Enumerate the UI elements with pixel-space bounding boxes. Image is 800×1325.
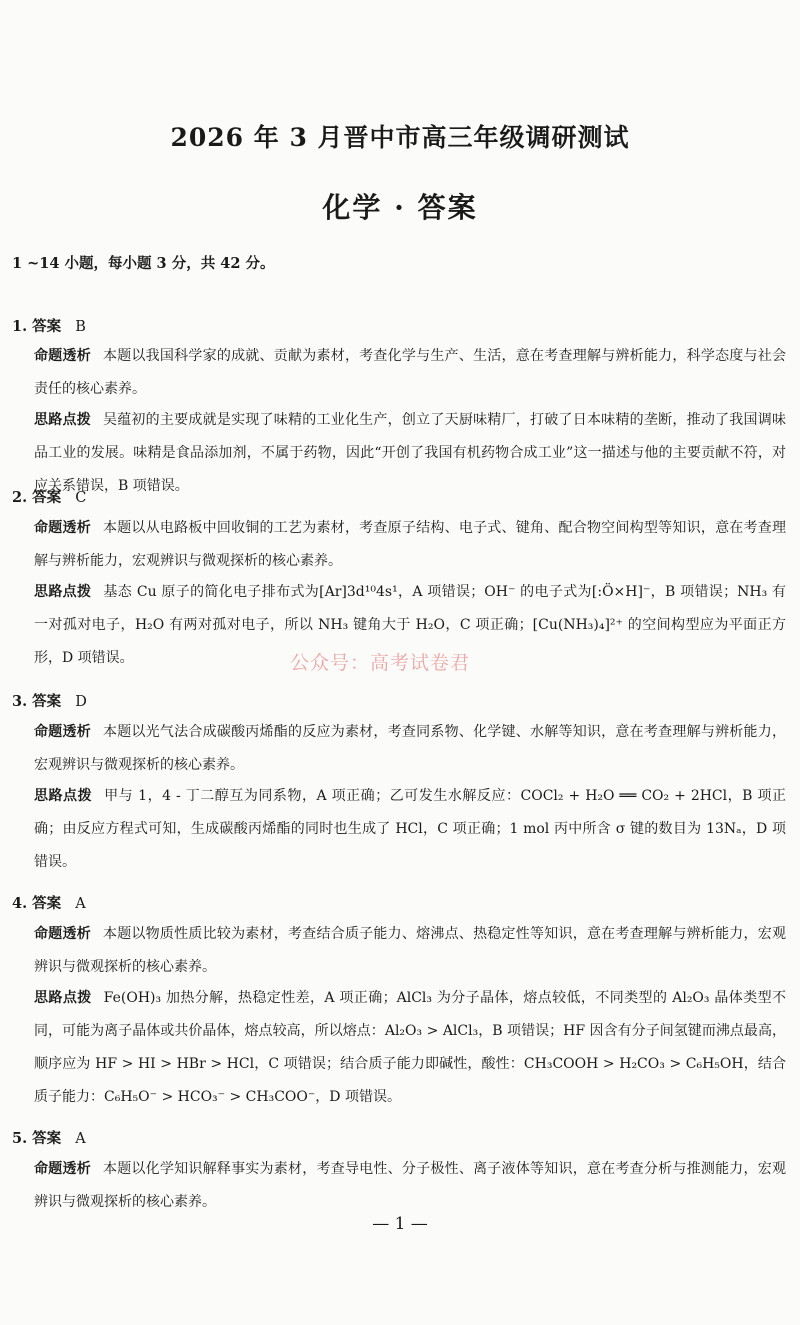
analysis-text: 本题以我国科学家的成就、贡献为素材，考查化学与生产、生活，意在考查理解与辨析能力，科学态度与社会责任的核心素养。 <box>34 348 787 397</box>
question-number: 4. 答案 <box>12 895 62 912</box>
question-5-header <box>12 1127 86 1148</box>
analysis-label: 命题透析 <box>34 926 91 942</box>
question-number: 1. 答案 <box>12 318 62 335</box>
analysis-text: 本题以光气法合成碳酸丙烯酯的反应为素材，考查同系物、化学键、水解等知识，意在考查理解与辨析能力，宏观辨识与微观探析的核心素养。 <box>34 724 787 773</box>
exam-subtitle: 化学 · 答案 <box>322 191 478 224</box>
question-answer: C <box>75 490 87 506</box>
hint-label: 思路点拨 <box>34 990 92 1006</box>
question-number: 5. 答案 <box>12 1130 62 1147</box>
question-number: 2. 答案 <box>12 489 62 506</box>
analysis-text: 本题以从电路板中回收铜的工艺为素材，考查原子结构、电子式、键角、配合物空间构型等知识，意在考查理解与辨析能力，宏观辨识与微观探析的核心素养。 <box>34 520 787 569</box>
question-4-hint <box>34 982 786 1114</box>
analysis-text: 本题以化学知识解释事实为素材，考查导电性、分子极性、离子液体等知识，意在考查分析与推测能力，宏观辨识与微观探析的核心素养。 <box>34 1161 787 1210</box>
hint-text: 甲与 1，4 - 丁二醇互为同系物，A 项正确；乙可发生水解反应：COCl₂ + H₂O ══ CO₂ + 2HCl，B 项正确；由反应方程式可知，生成碳酸丙烯酯的同时也生成了 HCl，C 项正确；1 mol 丙中所含 σ 键的数目为 13Nₐ，D 项错误。 <box>34 788 786 870</box>
question-5-analysis <box>34 1153 786 1219</box>
question-3-hint <box>34 780 786 879</box>
question-2-analysis <box>34 512 786 578</box>
question-answer: A <box>75 896 86 912</box>
hint-label: 思路点拨 <box>34 412 91 428</box>
question-3-header <box>12 690 87 711</box>
question-answer: B <box>75 319 86 335</box>
question-4-header <box>12 892 86 913</box>
analysis-text: 本题以物质性质比较为素材，考查结合质子能力、熔沸点、热稳定性等知识，意在考查理解与辨析能力，宏观辨识与微观探析的核心素养。 <box>34 926 787 975</box>
watermark: 公众号：高考试卷君 <box>290 652 471 674</box>
analysis-label: 命题透析 <box>34 724 91 740</box>
question-answer: D <box>75 694 87 710</box>
question-1-header <box>12 315 86 336</box>
hint-text: 吴蕴初的主要成就是实现了味精的工业化生产，创立了天厨味精厂，打破了日本味精的垄断，推动了我国调味品工业的发展。味精是食品添加剂，不属于药物，因此“开创了我国有机药物合成工业”这一描述与他的主要贡献不符，对应关系错误，B 项错误。 <box>34 412 787 494</box>
hint-text: Fe(OH)₃ 加热分解，热稳定性差，A 项正确；AlCl₃ 为分子晶体，熔点较低，不同类型的 Al₂O₃ 晶体类型不同，可能为离子晶体或共价晶体，熔点较高，所以熔点：Al₂O₃ > AlCl₃，B 项错误；HF 因含有分子间氢键而沸点最高，顺序应为 HF > HI > HBr > HCl，C 项错误；结合质子能力即碱性，酸性：CH₃COOH > H₂CO₃ > C₆H₅OH，结合质子能力：C₆H₅O⁻ > HCO₃⁻ > CH₃COO⁻，D 项错误。 <box>34 990 787 1105</box>
question-answer: A <box>75 1131 86 1147</box>
question-number: 3. 答案 <box>12 693 62 710</box>
analysis-label: 命题透析 <box>34 520 91 536</box>
scoring-intro: 1 ~14 小题，每小题 3 分，共 42 分。 <box>12 255 275 272</box>
hint-label: 思路点拨 <box>34 788 93 804</box>
question-2-header <box>12 486 86 507</box>
question-4-analysis <box>34 918 786 984</box>
hint-label: 思路点拨 <box>34 584 92 600</box>
analysis-label: 命题透析 <box>34 1161 91 1177</box>
question-1-analysis <box>34 340 786 406</box>
hint-text: 基态 Cu 原子的简化电子排布式为[Ar]3d¹⁰4s¹，A 项错误；OH⁻ 的电子式为[:Ö×H]⁻，B 项错误；NH₃ 有一对孤对电子，H₂O 有两对孤对电子，所以 NH₃ 键角大于 H₂O，C 项正确；[Cu(NH₃)₄]²⁺ 的空间构型应为平面正方形，D 项错误。 <box>34 584 786 666</box>
question-3-analysis <box>34 716 786 782</box>
question-1-hint <box>34 404 786 503</box>
exam-title: 2026 年 3 月晋中市高三年级调研测试 <box>170 123 630 152</box>
analysis-label: 命题透析 <box>34 348 91 364</box>
page-number: — 1 — <box>372 1214 428 1234</box>
